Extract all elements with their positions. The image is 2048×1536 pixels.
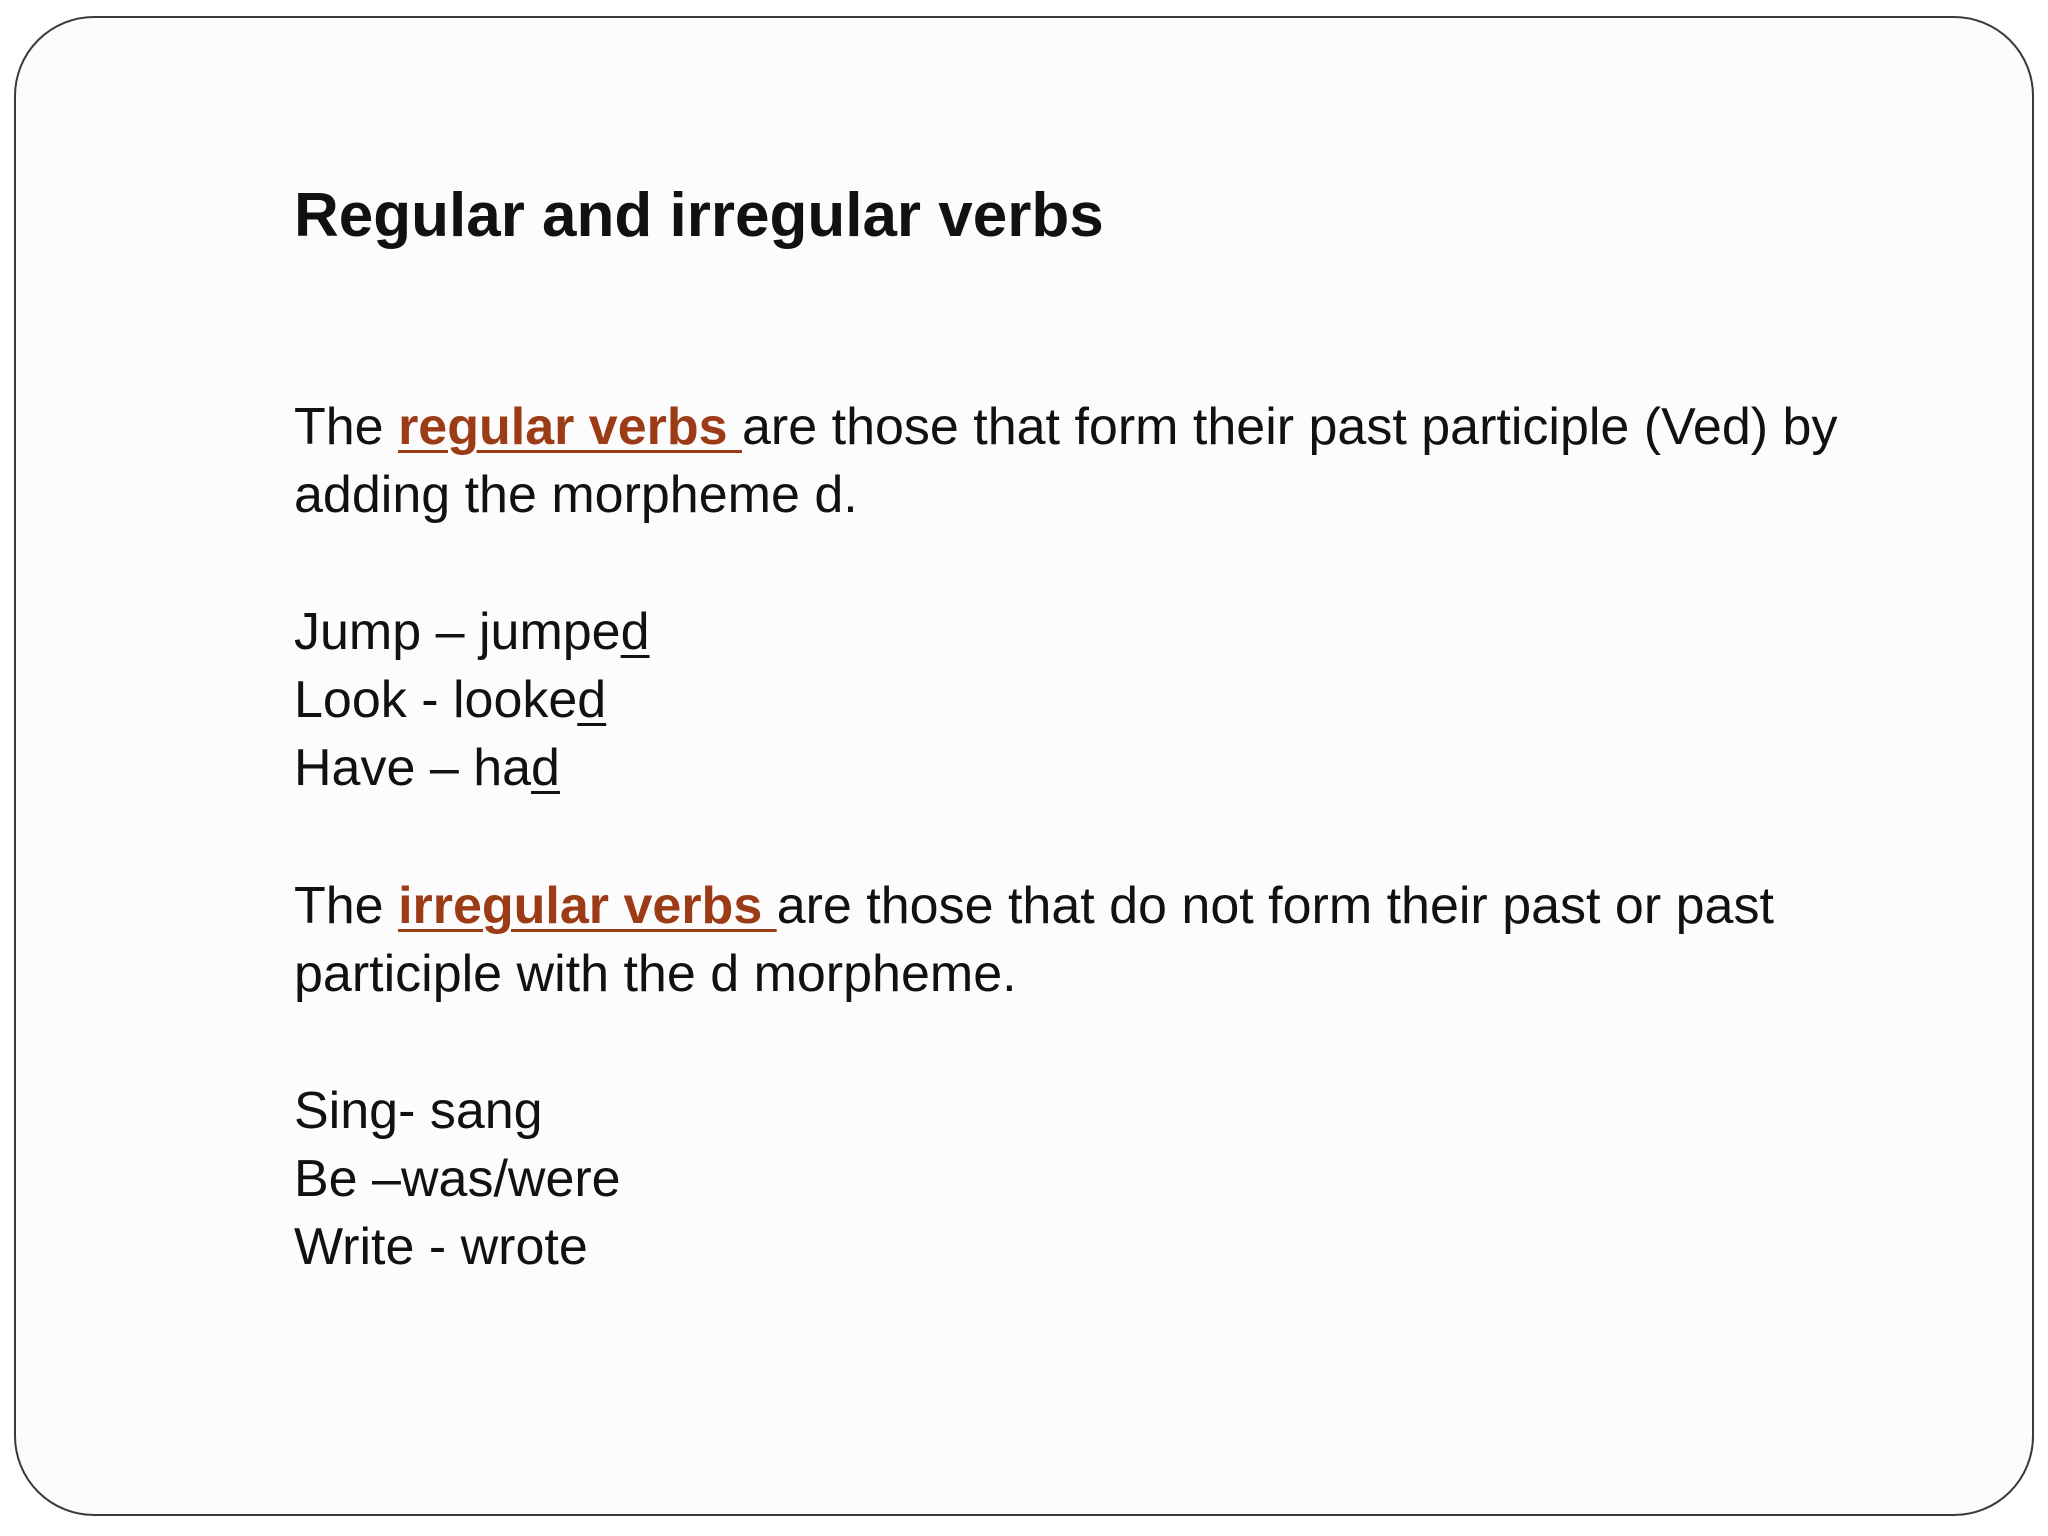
list-item: Write - wrote [294, 1218, 588, 1276]
irregular-verb-examples [294, 1077, 621, 1281]
example-suffix: d [577, 671, 607, 729]
list-item: Sing- sang [294, 1082, 543, 1140]
example-suffix: d [620, 603, 650, 661]
list-item: Be –was/were [294, 1150, 621, 1208]
list-item [294, 598, 650, 666]
example-base: Jump – jumpe [294, 603, 621, 661]
regular-verb-examples [294, 598, 650, 802]
example-base: Have – ha [294, 739, 532, 797]
regular-intro: The [294, 398, 399, 456]
slide-title: Regular and irregular verbs [294, 181, 1104, 250]
irregular-verbs-term: irregular verbs [398, 877, 777, 935]
list-item [294, 734, 650, 802]
regular-definition-text: are those that form their past participle (Ved) by adding the morpheme d. [294, 398, 1838, 524]
example-base: Look - looke [294, 671, 578, 729]
example-suffix: d [531, 739, 560, 797]
irregular-intro: The [294, 877, 399, 935]
irregular-definition-text: are those that do not form their past or past participle with the d morpheme. [294, 877, 1774, 1003]
irregular-verbs-definition [294, 872, 1914, 1008]
regular-verbs-definition [294, 393, 1914, 529]
regular-verbs-term: regular verbs [398, 398, 743, 456]
list-item [294, 666, 650, 734]
